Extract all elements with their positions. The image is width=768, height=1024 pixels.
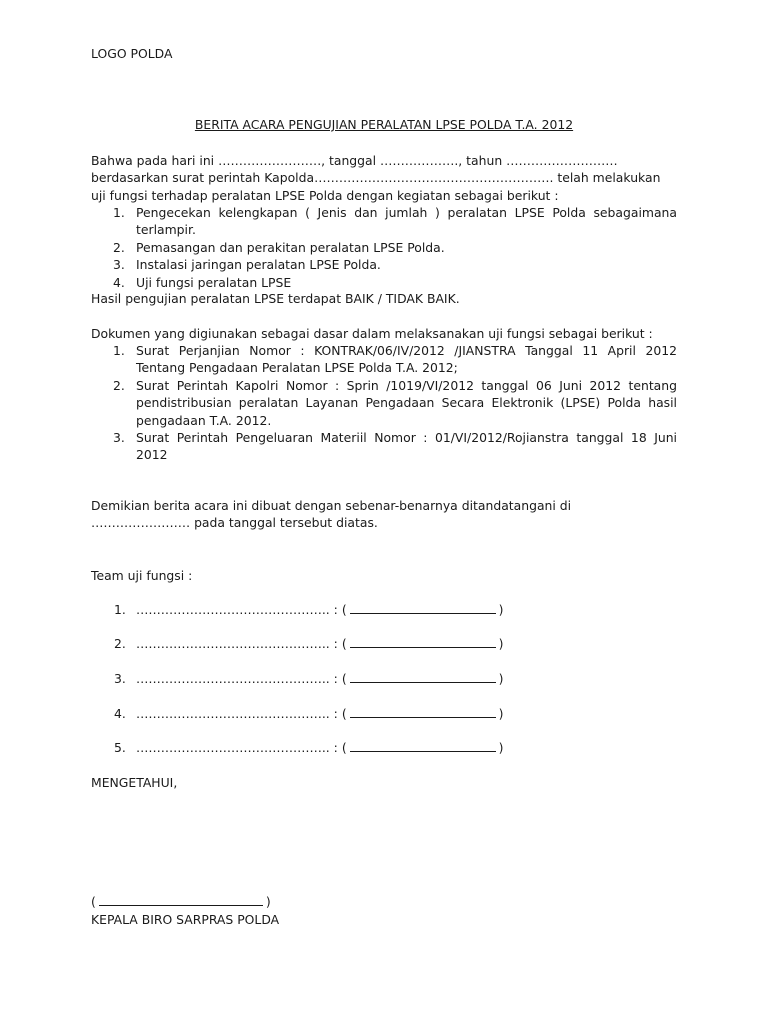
member-name-dots: ……………………………………….. : [136, 740, 338, 755]
member-number: 3. [114, 671, 126, 686]
closing-paragraph [91, 497, 677, 532]
activity-item [91, 256, 677, 273]
close-paren: ) [498, 740, 504, 755]
activity-number: 3. [113, 257, 125, 273]
open-paren: ( [341, 706, 347, 721]
activity-number: 1. [113, 205, 125, 220]
logo-placeholder: LOGO POLDA [91, 46, 173, 61]
document-list [91, 342, 677, 464]
approval-position: KEPALA BIRO SARPRAS POLDA [91, 912, 280, 927]
signature-blank [99, 893, 263, 906]
member-number: 2. [114, 636, 126, 651]
member-name-dots: ……………………………………….. : [136, 602, 338, 617]
activity-list [91, 204, 677, 291]
closing-line-1: Demikian berita acara ini dibuat dengan sebenar-benarnya ditandatangani di [91, 498, 572, 513]
member-entry [136, 670, 504, 687]
activity-text: Instalasi jaringan peralatan LPSE Polda. [136, 257, 381, 273]
close-paren: ) [265, 894, 271, 909]
member-entry [136, 635, 504, 652]
approval-heading: MENGETAHUI, [91, 775, 178, 790]
signature-blank [350, 635, 496, 648]
intro-line-3: uji fungsi terhadap peralatan LPSE Polda dengan kegiatan sebagai berikut : [91, 187, 559, 203]
document-number: 2. [113, 377, 125, 393]
signature-blank [350, 739, 496, 752]
document-text: Surat Perintah Pengeluaran Materiil Nomor : 01/VI/2012/Rojianstra tanggal 18 Juni 2012 [136, 430, 677, 463]
member-number: 1. [114, 602, 126, 617]
member-number: 4. [114, 706, 126, 721]
signature-blank [350, 601, 496, 614]
activity-text: Pengecekan kelengkapan ( Jenis dan jumlah ) peralatan LPSE Polda sebagaimana terlampir. [136, 205, 677, 238]
open-paren: ( [341, 671, 347, 686]
member-name-dots: ……………………………………….. : [136, 706, 338, 721]
open-paren: ( [91, 894, 96, 909]
intro-paragraph [91, 152, 677, 204]
result-line: Hasil pengujian peralatan LPSE terdapat BAIK / TIDAK BAIK. [91, 291, 460, 306]
signature-blank [350, 670, 496, 683]
close-paren: ) [498, 706, 504, 721]
open-paren: ( [341, 740, 347, 755]
documents-intro: Dokumen yang digiunakan sebagai dasar dalam melaksanakan uji fungsi sebagai berikut : [91, 326, 653, 341]
activity-text: Uji fungsi peralatan LPSE [136, 274, 292, 290]
activity-item [91, 239, 677, 256]
open-paren: ( [341, 636, 347, 651]
closing-line-2: …………………… pada tanggal tersebut diatas. [91, 515, 378, 531]
document-text: Surat Perintah Kapolri Nomor : Sprin /1019/VI/2012 tanggal 06 Juni 2012 tentang pendistribusian peralatan Layanan Pengadaan Secara Elektronik (LPSE) Polda hasil pengadaan T.A. 2012. [136, 377, 677, 428]
document-text: Surat Perjanjian Nomor : KONTRAK/06/IV/2012 /JIANSTRA Tanggal 11 April 2012 Tentang Pengadaan Peralatan LPSE Polda T.A. 2012; [136, 343, 677, 376]
activity-text: Pemasangan dan perakitan peralatan LPSE Polda. [136, 239, 445, 255]
document-title: BERITA ACARA PENGUJIAN PERALATAN LPSE POLDA T.A. 2012 [194, 117, 574, 132]
document-item [91, 429, 677, 464]
activity-number: 2. [113, 239, 125, 255]
activity-item [91, 274, 677, 291]
intro-line-1: Bahwa pada hari ini ……………………., tanggal ………………., tahun ……………………… [91, 153, 618, 168]
member-entry [136, 739, 504, 756]
member-entry [136, 705, 504, 722]
close-paren: ) [498, 602, 504, 617]
member-number: 5. [114, 740, 126, 755]
member-name-dots: ……………………………………….. : [136, 636, 338, 651]
document-number: 3. [113, 430, 125, 446]
signature-blank [350, 705, 496, 718]
document-number: 1. [113, 343, 125, 358]
activity-number: 4. [113, 274, 125, 290]
approval-signature-line [91, 893, 271, 910]
close-paren: ) [498, 671, 504, 686]
activity-item [91, 204, 677, 239]
close-paren: ) [498, 636, 504, 651]
intro-line-2: berdasarkan surat perintah Kapolda…………………………………………………. telah melakukan [91, 170, 661, 186]
member-entry [136, 601, 504, 618]
member-name-dots: ……………………………………….. : [136, 671, 338, 686]
document-item [91, 342, 677, 377]
team-heading: Team uji fungsi : [91, 568, 193, 583]
document-item [91, 377, 677, 429]
open-paren: ( [341, 602, 347, 617]
